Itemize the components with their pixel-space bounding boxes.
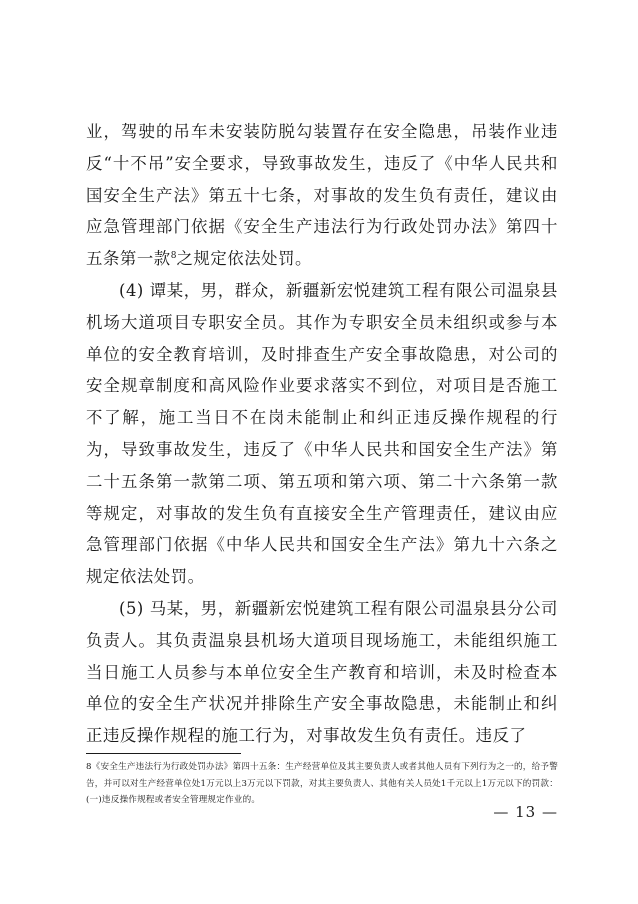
paragraph-continuation [86, 116, 558, 275]
page-number: — 13 — [493, 803, 558, 821]
footnote [86, 759, 558, 809]
paragraph-text: 业，驾驶的吊车未安装防脱勾装置存在安全隐患，吊装作业违反“十不吊”安全要求，导致事故发生，违反了《中华人民共和国安全生产法》第五十七条，对事故的发生负有责任，建议由应急管理部门依据《安全生产违法行为行政处罚办法》第四十五条第一款 [86, 122, 558, 269]
paragraph-item-4: (4) 谭某，男，群众，新疆新宏悦建筑工程有限公司温泉县机场大道项目专职安全员。其作为专职安全员未组织或参与本单位的安全教育培训，及时排查生产安全事故隐患，对公司的安全规章制度和高风险作业要求落实不到位，对项目是否施工不了解，施工当日不在岗未能制止和纠正违反操作规程的行为，导致事故发生，违反了《中华人民共和国安全生产法》第二十五条第一款第二项、第五项和第六项、第二十六条第一款等规定，对事故的发生负有直接安全生产管理责任，建议由应急管理部门依据《中华人民共和国安全生产法》第九十六条之规定依法处罚。 [86, 280, 558, 587]
paragraph-item-5: (5) 马某，男，新疆新宏悦建筑工程有限公司温泉县分公司负责人。其负责温泉县机场大道项目现场施工，未能组织施工当日施工人员参与本单位安全生产教育和培训，未及时检查本单位的安全生产状况并排除生产安全事故隐患，未能制止和纠正违反操作规程的施工行为，对事故发生负有责任。违反了 [86, 598, 558, 746]
footnote-reference: 8 [170, 251, 177, 262]
body-text [86, 116, 558, 752]
footnote-divider [86, 753, 241, 754]
footnote-text: 《安全生产违法行为行政处罚办法》第四十五条：生产经营单位及其主要负责人或者其他人员有下列行为之一的，给予警告，并可以对生产经营单位处1万元以上3万元以下罚款，对其主要负责人、其他有关人员处1千元以上1万元以下的罚款：(一)违反操作规程或者安全管理规定作业的。 [86, 762, 558, 805]
paragraph-text-after: 之规定依法处罚。 [176, 249, 312, 269]
footnote-number: 8 [86, 762, 92, 772]
